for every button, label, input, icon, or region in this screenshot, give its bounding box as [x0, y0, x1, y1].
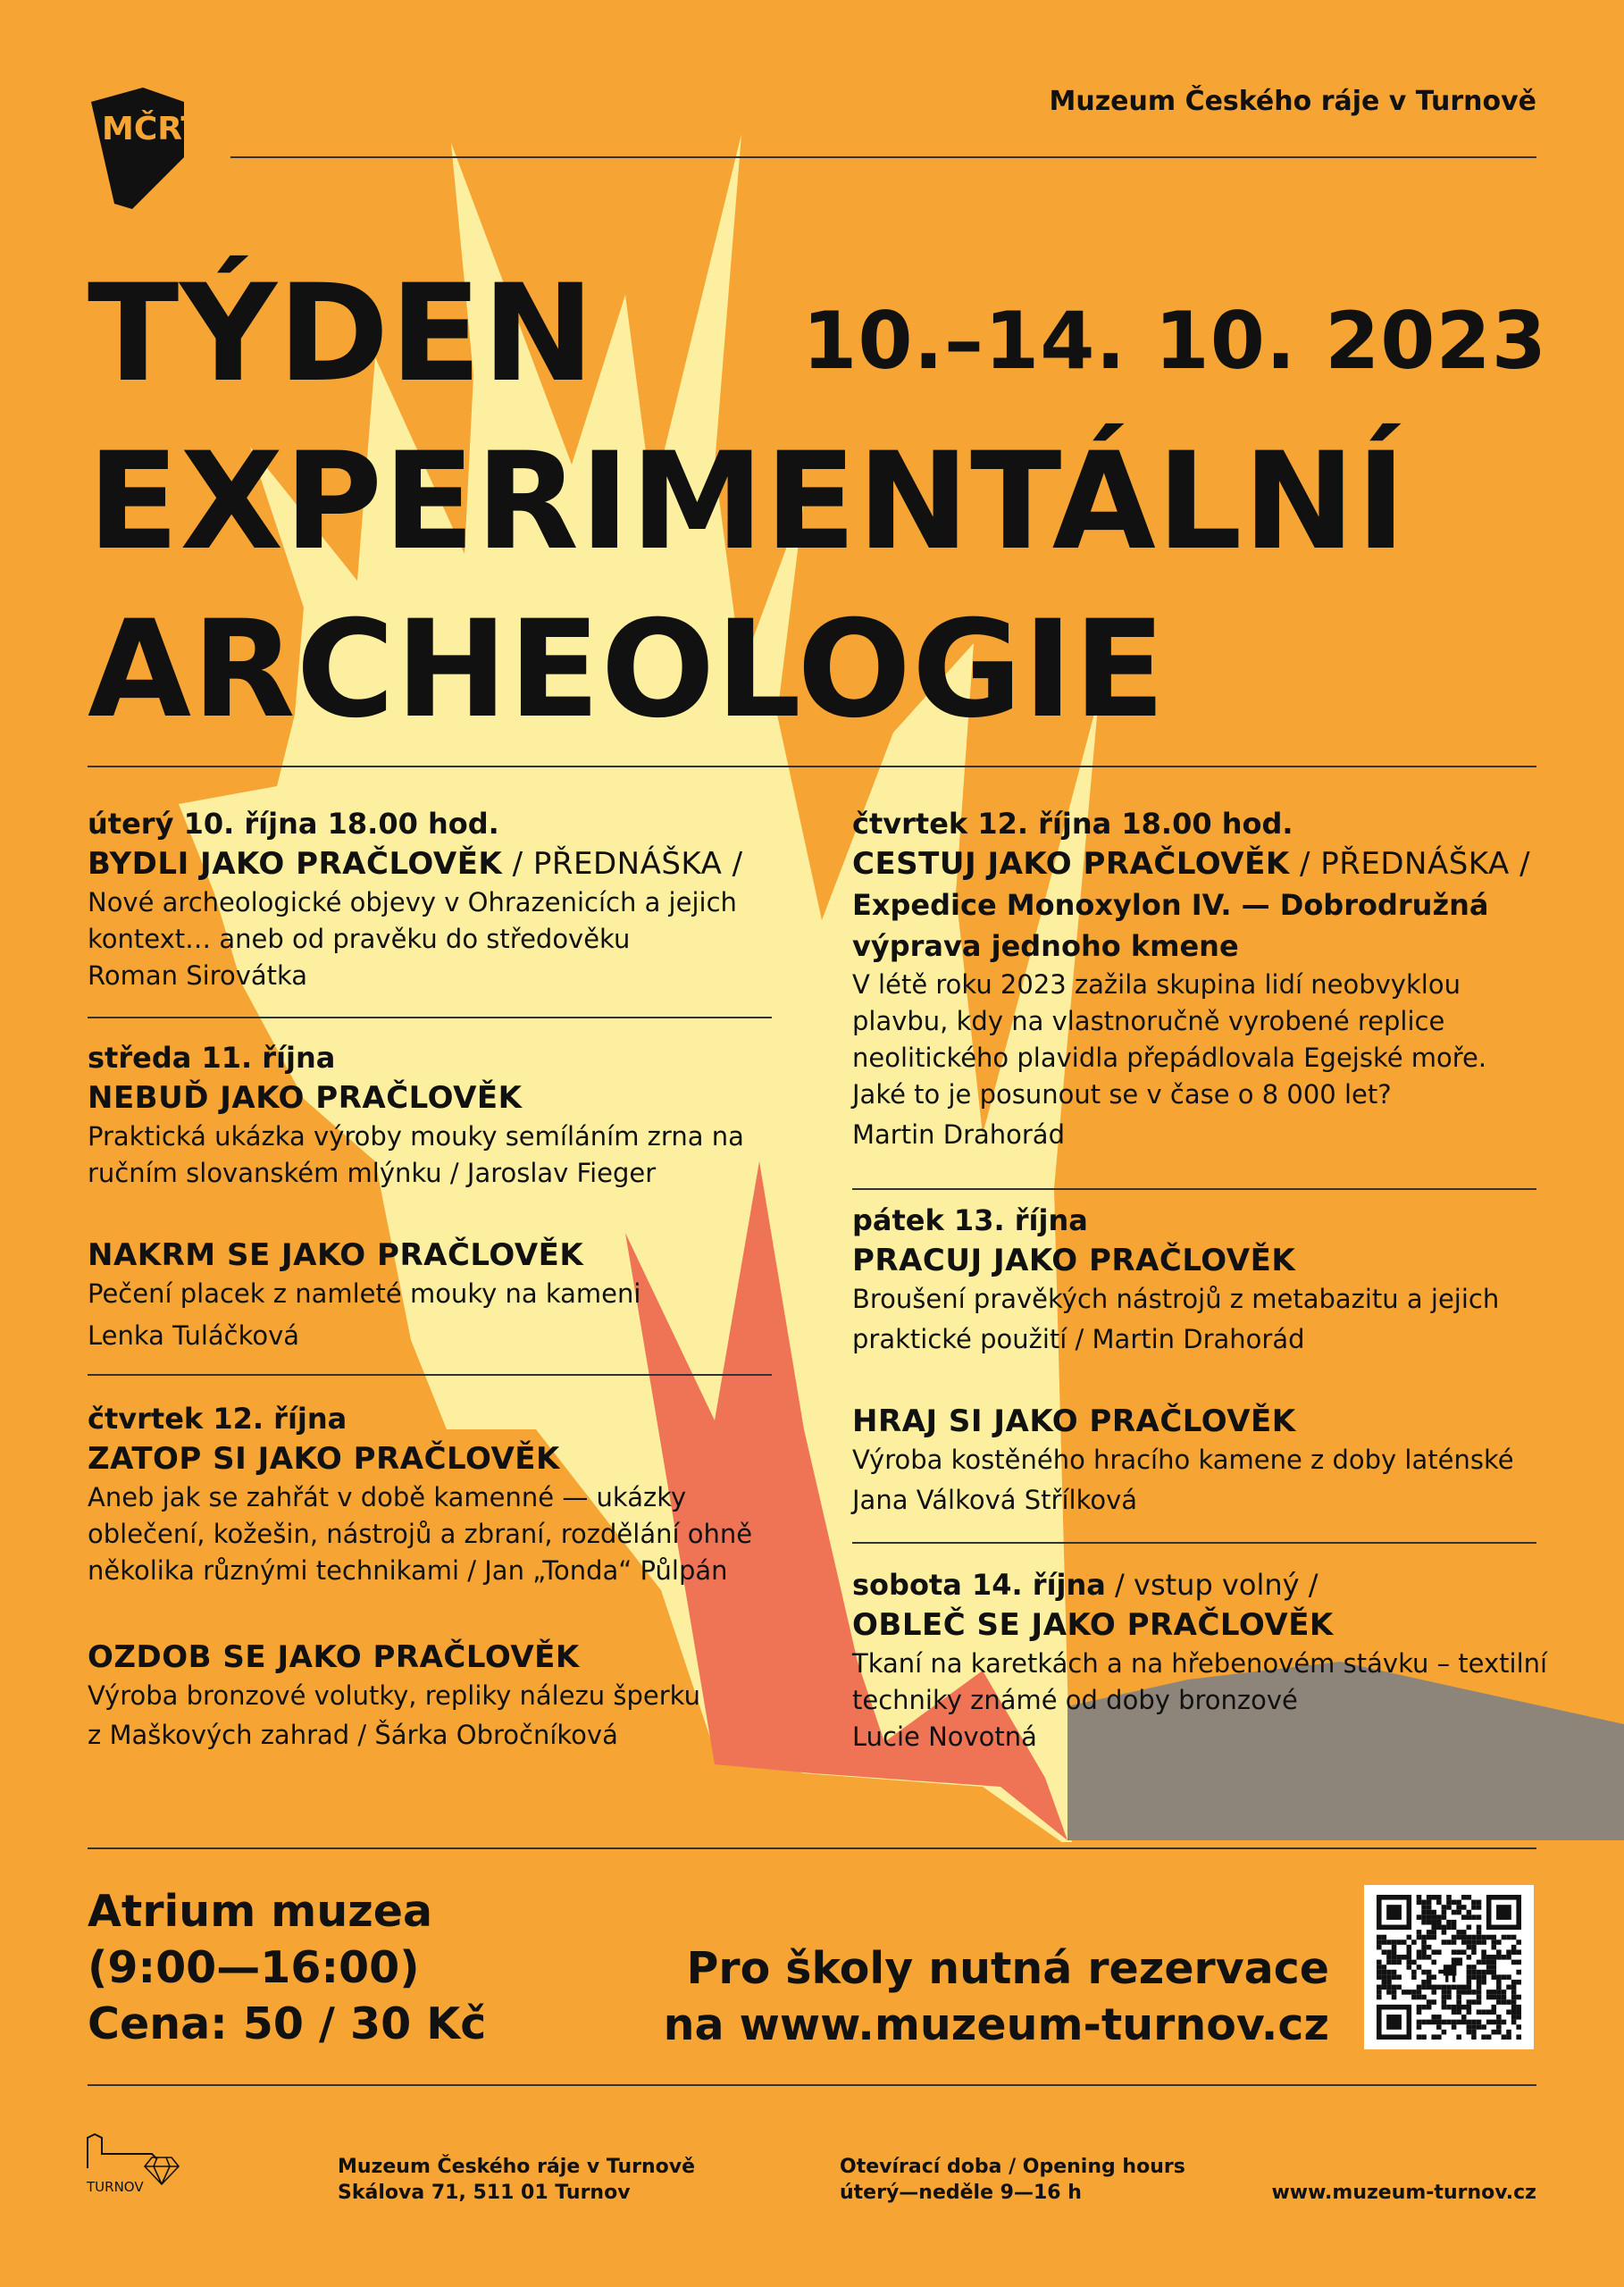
event-description: oblečení, kožešin, nástrojů a zbraní, rozdělání ohně	[88, 1519, 753, 1549]
event-title: PRACUJ JAKO PRAČLOVĚK	[852, 1243, 1296, 1278]
event-thursday-1	[88, 1399, 752, 1589]
footer-museum-name: Muzeum Českého ráje v Turnově	[338, 2156, 696, 2178]
event-friday-2	[852, 1401, 1514, 1519]
footer-divider	[88, 2084, 1536, 2086]
opening-hours-label: Otevírací doba / Opening hours	[840, 2156, 1185, 2178]
event-thursday-2	[88, 1637, 700, 1754]
info-divider	[88, 1847, 1536, 1849]
svg-text:MČRT: MČRT	[102, 111, 203, 147]
program-divider	[852, 1542, 1536, 1544]
event-speaker: Lenka Tuláčková	[88, 1320, 300, 1351]
ticket-price: Cena: 50 / 30 Kč	[88, 1998, 487, 2049]
event-description: praktické použití / Martin Drahorád	[852, 1324, 1305, 1354]
event-day: pátek 13. října	[852, 1203, 1088, 1237]
event-description: několika různými technikami / Jan „Tonda“ Půlpán	[88, 1555, 728, 1586]
footer-opening-hours	[840, 2154, 1185, 2206]
reservation-website[interactable]: na www.muzeum-turnov.cz	[663, 1999, 1329, 2050]
event-subtitle: výprava jednoho kmene	[852, 929, 1239, 963]
footer-website-link[interactable]: www.muzeum-turnov.cz	[1271, 2182, 1536, 2204]
event-title: OBLEČ SE JAKO PRAČLOVĚK	[852, 1607, 1334, 1643]
header-divider	[230, 156, 1536, 158]
event-description: Praktická ukázka výroby mouky semíláním zrna na	[88, 1121, 744, 1152]
museum-name: Muzeum Českého ráje v Turnově	[1049, 86, 1536, 117]
event-speaker: Lucie Novotná	[852, 1722, 1037, 1752]
event-description: Jaké to je posunout se v čase o 8 000 let?	[852, 1079, 1392, 1110]
reservation-note: Pro školy nutná rezervace	[686, 1943, 1329, 1994]
event-wednesday-2	[88, 1235, 640, 1354]
event-description: Výroba kostěného hracího kamene z doby laténské	[852, 1445, 1514, 1475]
event-speaker: Martin Drahorád	[852, 1119, 1065, 1150]
event-description: Broušení pravěkých nástrojů z metabazitu a jejich	[852, 1284, 1500, 1314]
event-day: středa 11. října	[88, 1041, 336, 1075]
event-wednesday-1	[88, 1038, 744, 1192]
event-friday-1	[852, 1201, 1499, 1358]
event-day: čtvrtek 12. října 18.00 hod.	[852, 807, 1293, 841]
venue-name: Atrium muzea	[88, 1886, 433, 1937]
event-title: HRAJ SI JAKO PRAČLOVĚK	[852, 1403, 1296, 1439]
event-description: Výroba bronzové volutky, repliky nálezu šperku	[88, 1680, 700, 1711]
qr-code-image	[1377, 1895, 1521, 2040]
footer-street: Skálova 71, 511 01 Turnov	[338, 2182, 631, 2204]
event-day: sobota 14. října / vstup volný /	[852, 1568, 1318, 1602]
event-dates: 10.–14. 10. 2023	[802, 295, 1547, 387]
event-description: Aneb jak se zahřát v době kamenné — ukázky	[88, 1482, 687, 1512]
event-subtitle: Expedice Monoxylon IV. — Dobrodružná	[852, 888, 1489, 922]
event-description: techniky známé od doby bronzové	[852, 1685, 1298, 1715]
event-title: CESTUJ JAKO PRAČLOVĚK / PŘEDNÁŠKA /	[852, 846, 1531, 882]
footer-address	[338, 2154, 695, 2206]
museum-logo	[88, 88, 203, 213]
program-divider	[88, 1374, 772, 1376]
event-speaker: Roman Sirovátka	[88, 960, 308, 991]
event-title: BYDLI JAKO PRAČLOVĚK / PŘEDNÁŠKA /	[88, 846, 743, 882]
event-tuesday	[88, 804, 743, 994]
event-thursday-lecture	[852, 804, 1530, 1153]
svg-text:TURNOV: TURNOV	[87, 2179, 144, 2195]
event-day: úterý 10. října 18.00 hod.	[88, 807, 499, 841]
opening-hours-value: úterý—neděle 9—16 h	[840, 2182, 1082, 2204]
event-description: neolitického plavidla přepádlovala Egejské moře.	[852, 1043, 1487, 1073]
title-divider	[88, 766, 1536, 767]
event-title: NAKRM SE JAKO PRAČLOVĚK	[88, 1237, 584, 1273]
event-saturday	[852, 1565, 1547, 1755]
event-title: NEBUĎ JAKO PRAČLOVĚK	[88, 1080, 523, 1116]
program-divider	[88, 1017, 772, 1018]
event-title: ZATOP SI JAKO PRAČLOVĚK	[88, 1441, 560, 1477]
title-line-3: ARCHEOLOGIE	[88, 592, 1167, 748]
event-description: kontext… aneb od pravěku do středověku	[88, 924, 631, 954]
title-line-2: EXPERIMENTÁLNÍ	[88, 424, 1407, 580]
event-speaker: Jana Válková Střílková	[852, 1485, 1138, 1515]
turnov-logo	[86, 2132, 182, 2197]
venue-hours: (9:00—16:00)	[88, 1942, 420, 1993]
school-reservation	[664, 1940, 1329, 2053]
event-description: plavbu, kdy na vlastnoručně vyrobené replice	[852, 1006, 1445, 1036]
title-line-1: TÝDEN	[88, 256, 596, 412]
event-description: z Maškových zahrad / Šárka Obročníková	[88, 1720, 618, 1750]
event-day: čtvrtek 12. října	[88, 1402, 347, 1436]
venue-info	[88, 1883, 486, 2052]
event-description: V létě roku 2023 zažila skupina lidí neobvyklou	[852, 969, 1461, 1000]
qr-code[interactable]	[1364, 1885, 1534, 2049]
event-description: Tkaní na karetkách a na hřebenovém stávku – textilní	[852, 1648, 1548, 1679]
event-description: Nové archeologické objevy v Ohrazenicích a jejich	[88, 887, 737, 917]
event-title: OZDOB SE JAKO PRAČLOVĚK	[88, 1639, 580, 1675]
event-description: ručním slovanském mlýnku / Jaroslav Fieger	[88, 1158, 657, 1188]
event-description: Pečení placek z namleté mouky na kameni	[88, 1278, 641, 1309]
program-divider	[852, 1188, 1536, 1190]
